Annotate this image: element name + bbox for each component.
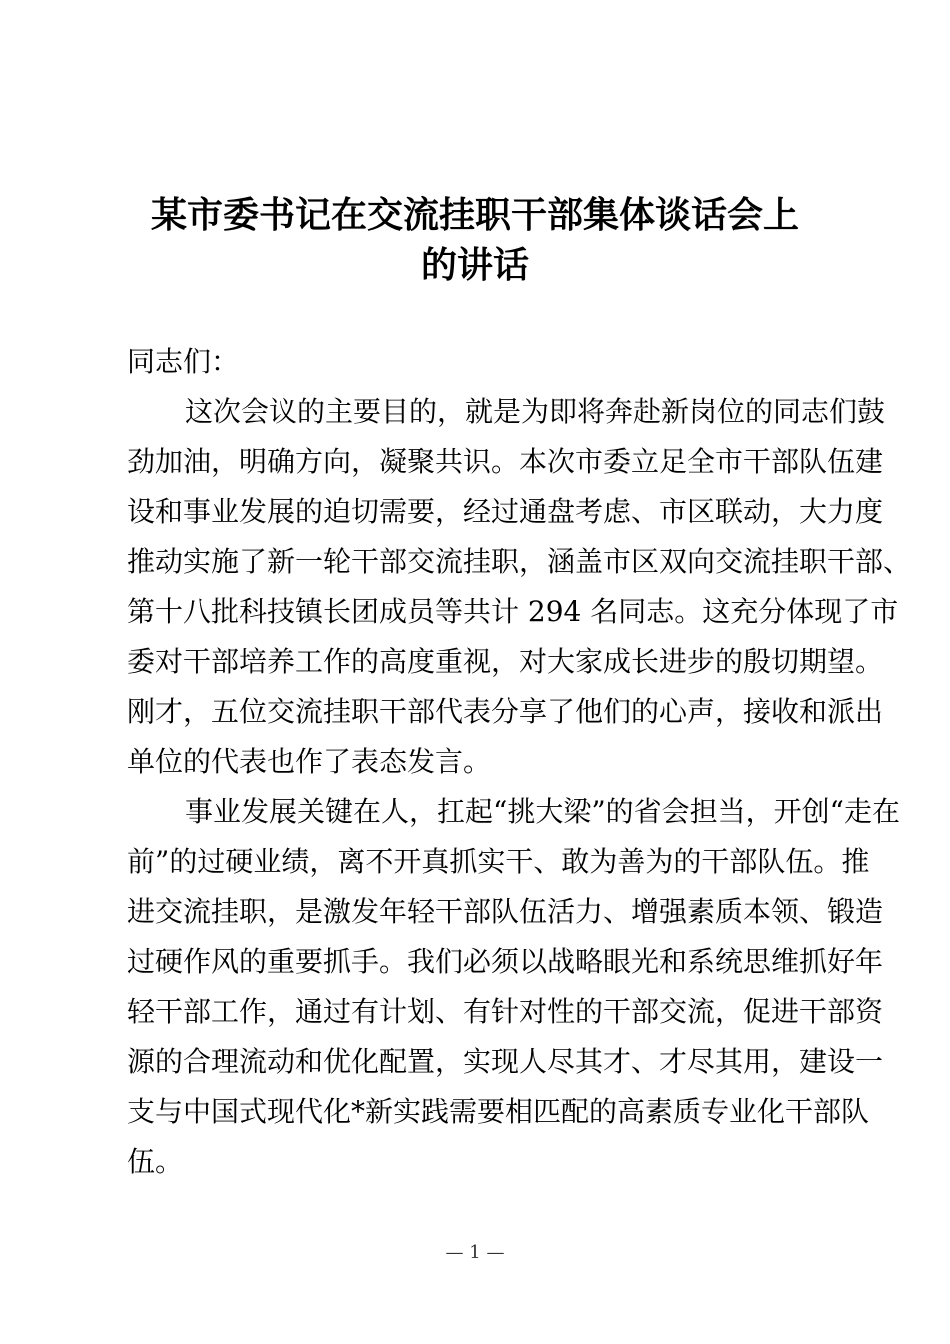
paragraph-line: 推动实施了新一轮干部交流挂职，涵盖市区双向交流挂职干部、 — [127, 545, 912, 578]
paragraph-line: 委对干部培养工作的高度重视，对大家成长进步的殷切期望。 — [127, 645, 884, 678]
salutation: 同志们： — [127, 345, 240, 378]
page-number: — 1 — — [445, 1242, 505, 1263]
paragraph-line: 进交流挂职，是激发年轻干部队伍活力、增强素质本领、锻造 — [127, 895, 884, 928]
paragraph-line: 这次会议的主要目的，就是为即将奔赴新岗位的同志们鼓 — [185, 395, 886, 428]
paragraph-line: 前”的过硬业绩，离不开真抓实干、敢为善为的干部队伍。推 — [127, 845, 870, 878]
paragraph — [127, 787, 900, 1187]
paragraph-line: 刚才，五位交流挂职干部代表分享了他们的心声，接收和派出 — [127, 695, 884, 728]
paragraph-line: 设和事业发展的迫切需要，经过通盘考虑、市区联动，大力度 — [127, 495, 884, 528]
title-line: 某市委书记在交流挂职干部集体谈话会上 — [150, 194, 799, 236]
paragraph-line: 源的合理流动和优化配置，实现人尽其才、才尽其用，建设一 — [127, 1045, 884, 1078]
paragraph — [127, 387, 912, 787]
title-line: 的讲话 — [420, 244, 529, 286]
paragraph-line: 事业发展关键在人，扛起“挑大梁”的省会担当，开创“走在 — [185, 795, 900, 828]
paragraph-line: 轻干部工作，通过有计划、有针对性的干部交流，促进干部资 — [127, 995, 884, 1028]
paragraph-line: 过硬作风的重要抓手。我们必须以战略眼光和系统思维抓好年 — [127, 945, 884, 978]
paragraph-line: 伍。 — [127, 1145, 184, 1178]
paragraph-line: 第十八批科技镇长团成员等共计 294 名同志。这充分体现了市 — [127, 595, 899, 628]
paragraph-line: 支与中国式现代化*新实践需要相匹配的高素质专业化干部队 — [127, 1095, 870, 1128]
paragraph-line: 单位的代表也作了表态发言。 — [127, 745, 492, 778]
document-title — [100, 190, 850, 290]
document-body — [127, 337, 912, 1187]
paragraph-line: 劲加油，明确方向，凝聚共识。本次市委立足全市干部队伍建 — [127, 445, 884, 478]
